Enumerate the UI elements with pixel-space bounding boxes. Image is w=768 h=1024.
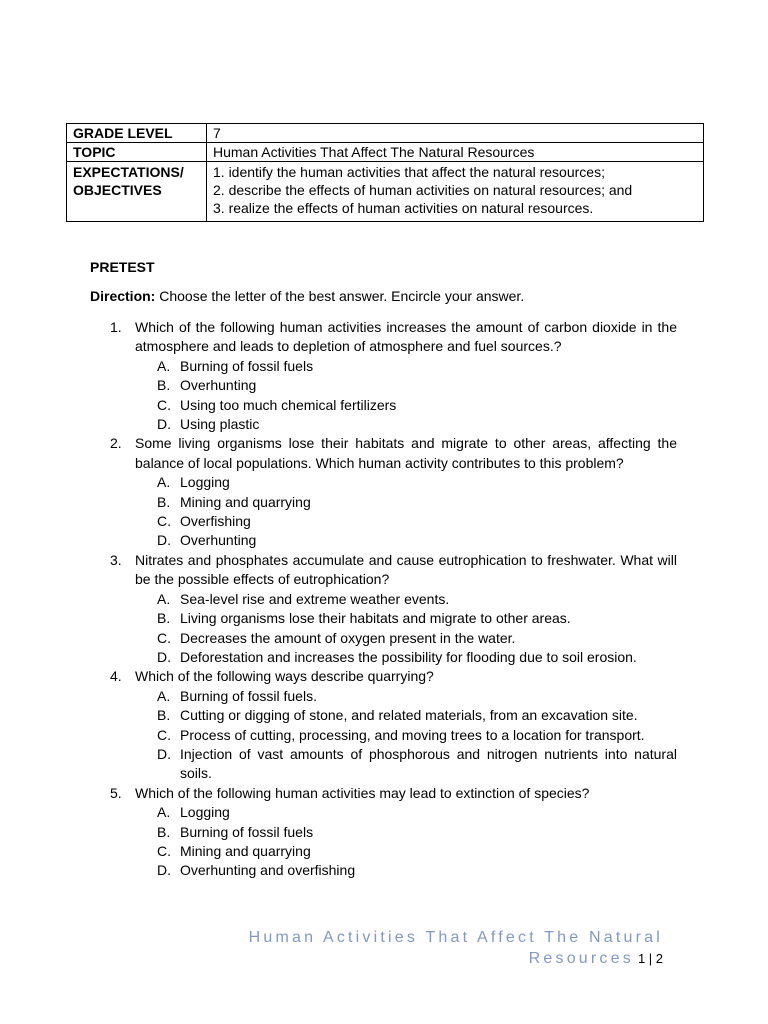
- answer-option[interactable]: [135, 706, 677, 725]
- option-text: Mining and quarrying: [180, 493, 311, 510]
- option-letter: A.: [157, 474, 171, 491]
- footer-title-end: Resources: [528, 950, 634, 967]
- direction-text: Choose the letter of the best answer. Encircle your answer.: [155, 288, 525, 304]
- question-body: [135, 318, 677, 434]
- option-text: Deforestation and increases the possibility for flooding due to soil erosion.: [180, 648, 637, 665]
- question-item: [110, 318, 677, 434]
- option-text: Mining and quarrying: [180, 842, 311, 859]
- answer-option[interactable]: [135, 493, 677, 512]
- answer-option[interactable]: [135, 473, 677, 492]
- question-number: 2.: [110, 435, 122, 452]
- answer-option[interactable]: [135, 415, 677, 434]
- objectives-label-line: OBJECTIVES: [73, 182, 162, 198]
- answer-option[interactable]: [135, 861, 677, 880]
- footer-title-line-2: [249, 948, 663, 969]
- option-text: Injection of vast amounts of phosphorous and nitrogen nutrients into natural soils.: [180, 745, 677, 782]
- table-row: [67, 124, 704, 143]
- option-letter: B.: [157, 707, 171, 724]
- answer-option[interactable]: [135, 396, 677, 415]
- footer-title-line: Human Activities That Affect The Natural: [248, 929, 663, 946]
- question-text: Which of the following human activities increases the amount of carbon dioxide in the atmosphere and leads to depletion of atmosphere and fuel sources.?: [135, 319, 677, 355]
- answer-option[interactable]: [135, 803, 677, 822]
- answer-option[interactable]: [135, 629, 677, 648]
- option-letter: D.: [157, 648, 171, 665]
- option-text: Cutting or digging of stone, and related materials, from an excavation site.: [180, 707, 638, 724]
- option-text: Logging: [180, 804, 230, 821]
- answer-option[interactable]: [135, 512, 677, 531]
- objective-item: 1. identify the human activities that affect the natural resources;: [213, 164, 605, 180]
- answer-option[interactable]: [135, 609, 677, 628]
- page-number: 1 | 2: [637, 951, 663, 966]
- option-letter: B.: [157, 823, 171, 840]
- answer-option[interactable]: [135, 531, 677, 550]
- question-item: [110, 551, 677, 667]
- question-body: [135, 667, 677, 783]
- answer-option[interactable]: [135, 376, 677, 395]
- option-text: Using too much chemical fertilizers: [180, 396, 397, 413]
- option-text: Process of cutting, processing, and moving trees to a location for transport.: [180, 726, 645, 743]
- question-number: 3.: [110, 551, 122, 568]
- option-letter: D.: [157, 862, 171, 879]
- option-text: Burning of fossil fuels: [180, 357, 314, 374]
- option-letter: C.: [157, 629, 171, 646]
- option-text: Overfishing: [180, 513, 251, 530]
- question-text: Which of the following human activities may lead to extinction of species?: [135, 784, 590, 801]
- option-text: Living organisms lose their habitats and migrate to other areas.: [180, 610, 571, 627]
- option-text: Using plastic: [180, 416, 260, 433]
- objectives-label-line: EXPECTATIONS/: [73, 164, 184, 180]
- answer-option[interactable]: [135, 590, 677, 609]
- option-letter: A.: [157, 357, 171, 374]
- grade-level-label: GRADE LEVEL: [67, 124, 207, 143]
- question-number: 1.: [110, 319, 122, 335]
- question-item: [110, 434, 677, 550]
- answer-option[interactable]: [135, 687, 677, 706]
- question-item: [110, 667, 677, 783]
- question-body: [135, 551, 677, 667]
- question-number: 4.: [110, 668, 122, 685]
- question-text: Some living organisms lose their habitats and migrate to other areas, affecting the balance of local populations. Which human activity contributes to this problem?: [135, 435, 677, 471]
- pretest-heading: PRETEST: [90, 259, 155, 275]
- option-text: Overhunting: [180, 532, 257, 549]
- table-row: [67, 143, 704, 162]
- table-row: [67, 162, 704, 222]
- option-letter: A.: [157, 687, 171, 704]
- option-letter: D.: [157, 416, 171, 433]
- objective-item: 2. describe the effects of human activities on natural resources; and: [213, 182, 633, 198]
- topic-label: TOPIC: [67, 143, 207, 162]
- option-letter: B.: [157, 493, 171, 510]
- objectives-list: [207, 162, 704, 222]
- question-text: Which of the following ways describe quarrying?: [135, 668, 434, 685]
- answer-option[interactable]: [135, 357, 677, 376]
- question-number: 5.: [110, 784, 122, 801]
- direction-line: [90, 288, 524, 304]
- page-footer: [249, 927, 663, 969]
- direction-label: Direction:: [90, 288, 156, 304]
- topic-value: Human Activities That Affect The Natural Resources: [207, 143, 704, 162]
- question-body: [135, 434, 677, 550]
- option-letter: D.: [157, 745, 171, 762]
- objective-item: 3. realize the effects of human activities on natural resources.: [213, 200, 594, 216]
- info-table: [66, 123, 704, 222]
- option-letter: B.: [157, 377, 171, 394]
- option-text: Overhunting: [180, 377, 257, 394]
- grade-level-value: 7: [207, 124, 704, 143]
- option-letter: C.: [157, 513, 171, 530]
- option-letter: C.: [157, 726, 171, 743]
- option-letter: C.: [157, 842, 171, 859]
- option-text: Decreases the amount of oxygen present in the water.: [180, 629, 516, 646]
- answer-option[interactable]: [135, 745, 677, 784]
- answer-option[interactable]: [135, 648, 677, 667]
- option-text: Overhunting and overfishing: [180, 862, 356, 879]
- option-letter: C.: [157, 396, 171, 413]
- option-letter: D.: [157, 532, 171, 549]
- answer-option[interactable]: [135, 823, 677, 842]
- question-body: [135, 784, 677, 881]
- question-text: Nitrates and phosphates accumulate and cause eutrophication to freshwater. What will be the possible effects of eutrophication?: [135, 551, 677, 588]
- answer-option[interactable]: [135, 842, 677, 861]
- option-letter: A.: [157, 804, 171, 821]
- option-text: Burning of fossil fuels: [180, 823, 314, 840]
- option-text: Sea-level rise and extreme weather events.: [180, 590, 450, 607]
- option-letter: B.: [157, 610, 171, 627]
- option-text: Logging: [180, 474, 230, 491]
- answer-option[interactable]: [135, 726, 677, 745]
- option-letter: A.: [157, 590, 171, 607]
- question-item: [110, 784, 677, 881]
- option-text: Burning of fossil fuels.: [180, 687, 317, 704]
- objectives-label: [67, 162, 207, 222]
- question-list: [110, 318, 677, 881]
